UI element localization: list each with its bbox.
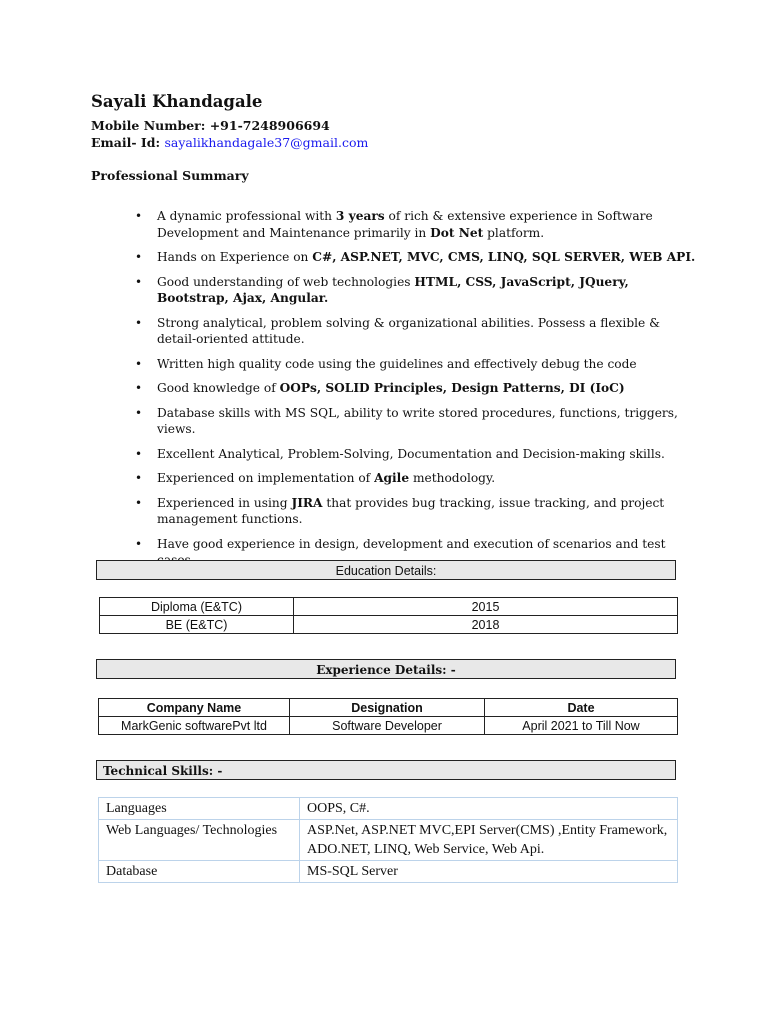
skills-heading: Technical Skills: - xyxy=(96,760,676,780)
summary-item: • Written high quality code using the guidelines and effectively debug the code xyxy=(157,356,697,373)
summary-item: • Experienced in using JIRA that provides bug tracking, issue tracking, and project management functions. xyxy=(157,495,697,528)
skill-values: ASP.Net, ASP.NET MVC,EPI Server(CMS) ,Entity Framework, ADO.NET, LINQ, Web Service, Web Api. xyxy=(300,820,678,861)
summary-item: • Excellent Analytical, Problem-Solving, Documentation and Decision-making skills. xyxy=(157,446,697,463)
summary-item: • A dynamic professional with 3 years of rich & extensive experience in Software Development and Maintenance primarily in Dot Net platform. xyxy=(157,208,697,241)
education-degree: Diploma (E&TC) xyxy=(100,598,294,616)
summary-item: • Database skills with MS SQL, ability to write stored procedures, functions, triggers, views. xyxy=(157,405,697,438)
email-link[interactable]: sayalikhandagale37@gmail.com xyxy=(164,135,369,150)
experience-heading: Experience Details: - xyxy=(96,659,676,679)
table-row xyxy=(99,717,678,735)
mobile-line xyxy=(91,118,330,133)
table-header-row xyxy=(99,699,678,717)
summary-title: Professional Summary xyxy=(91,168,249,183)
education-year: 2015 xyxy=(294,598,678,616)
table-row xyxy=(99,820,678,861)
summary-item: • Have good experience in design, development and execution of scenarios and test xyxy=(157,536,697,569)
skill-category: Web Languages/ Technologies xyxy=(99,820,300,861)
skill-values: MS-SQL Server xyxy=(300,861,678,883)
date-range: April 2021 to Till Now xyxy=(485,717,678,735)
summary-item: • Hands on Experience on C#, ASP.NET, MVC, CMS, LINQ, SQL SERVER, WEB API. xyxy=(157,249,697,266)
company-name: MarkGenic softwarePvt ltd xyxy=(99,717,290,735)
skills-table xyxy=(98,797,678,883)
education-table xyxy=(99,597,678,634)
header-designation: Designation xyxy=(290,699,485,717)
mobile-number: +91-7248906694 xyxy=(209,118,330,133)
mobile-label: Mobile Number: xyxy=(91,118,210,133)
summary-item: • Experienced on implementation of Agile methodology. xyxy=(157,470,697,487)
education-degree: BE (E&TC) xyxy=(100,616,294,634)
summary-item: • Good understanding of web technologies HTML, CSS, JavaScript, JQuery, Bootstrap, Ajax, Angular. xyxy=(157,274,697,307)
skill-values: OOPS, C#. xyxy=(300,798,678,820)
email-label: Email- Id: xyxy=(91,135,165,150)
header-company: Company Name xyxy=(99,699,290,717)
table-row xyxy=(99,798,678,820)
education-year: 2018 xyxy=(294,616,678,634)
summary-item: • Good knowledge of OOPs, SOLID Principles, Design Patterns, DI (IoC) xyxy=(157,380,697,397)
education-heading: Education Details: xyxy=(96,560,676,580)
table-row xyxy=(99,861,678,883)
table-row xyxy=(100,598,678,616)
table-row xyxy=(100,616,678,634)
experience-table xyxy=(98,698,678,735)
candidate-name: Sayali Khandagale xyxy=(91,92,263,111)
email-line xyxy=(91,135,368,150)
skill-category: Database xyxy=(99,861,300,883)
designation: Software Developer xyxy=(290,717,485,735)
summary-item: • Strong analytical, problem solving & organizational abilities. Possess a flexible & detail-oriented attitude. xyxy=(157,315,697,348)
header-date: Date xyxy=(485,699,678,717)
skill-category: Languages xyxy=(99,798,300,820)
summary-list xyxy=(157,208,697,577)
